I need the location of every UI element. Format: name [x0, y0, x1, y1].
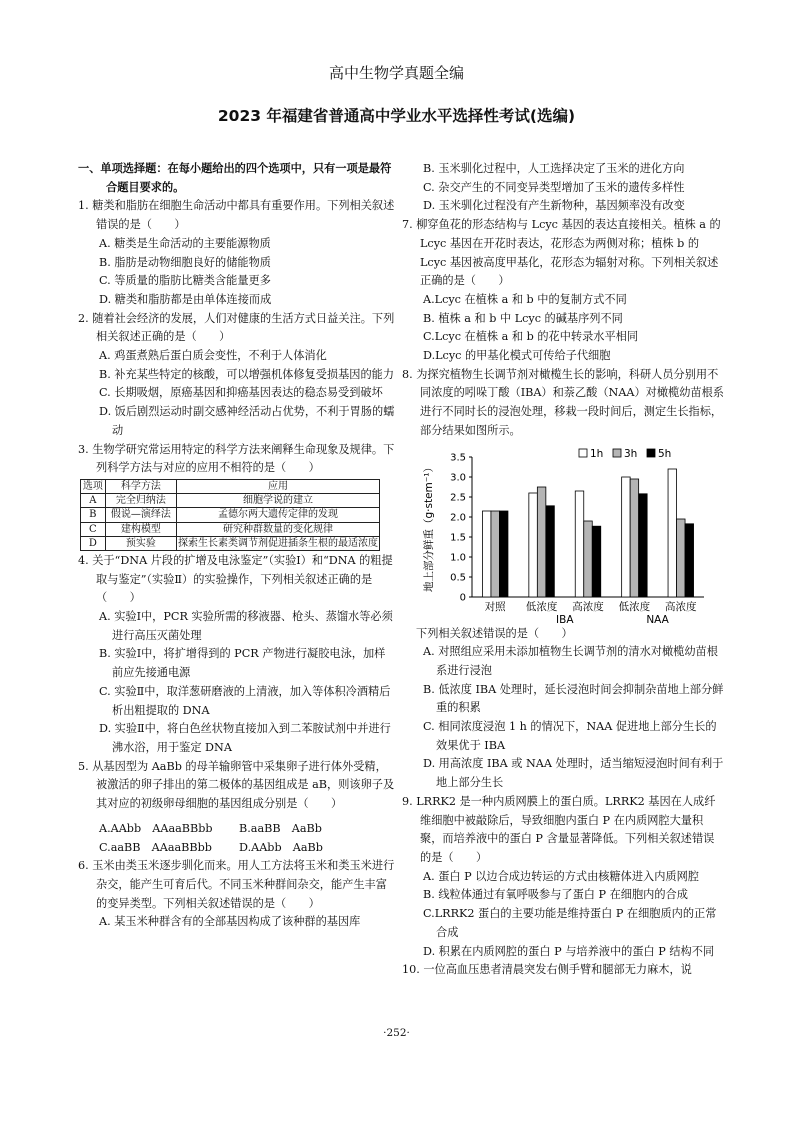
y-tick-label: 3.0 — [450, 472, 466, 484]
y-tick-label: 0.5 — [450, 572, 466, 584]
x-tick-label: 高浓度 — [665, 600, 697, 613]
bar-5h — [592, 526, 601, 597]
option-a: A.Lcyc 在植株 a 和 b 中的复制方式不同 — [423, 292, 627, 306]
question-1 — [78, 197, 396, 309]
option-b: B. 补充某些特定的核酸，可以增强机体修复受损基因的能力 — [99, 367, 395, 381]
table-cell: C — [81, 522, 106, 536]
table-header-row — [81, 479, 380, 493]
bar-3h — [630, 479, 639, 597]
option-d: D. 用高浓度 IBA 或 NAA 处理时，适当缩短浸泡时间有利于地上部分生长 — [423, 757, 724, 790]
left-column — [78, 160, 396, 932]
bar-5h — [499, 511, 508, 597]
table-header: 科学方法 — [105, 479, 176, 493]
question-prompt: 下列相关叙述错误的是（ ） — [416, 626, 573, 640]
option-b: B. 脂肪是动物细胞良好的储能物质 — [99, 255, 271, 269]
option-c: C. 杂交产生的不同变异类型增加了玉米的遗传多样性 — [423, 180, 685, 194]
option-a: A. 某玉米种群含有的全部基因构成了该种群的基因库 — [99, 915, 361, 929]
x-tick-label: 高浓度 — [572, 600, 604, 613]
option-d: D.Lcyc 的甲基化模式可传给子代细胞 — [423, 349, 611, 363]
question-7 — [402, 216, 724, 366]
options-row — [78, 820, 396, 839]
y-tick-label: 2.0 — [450, 512, 466, 524]
legend-swatch — [613, 449, 621, 457]
y-tick-label: 1.5 — [450, 532, 466, 544]
bar-3h — [677, 519, 686, 597]
question-2 — [78, 310, 396, 441]
question-stem: 5. 从基因型为 AaBb 的母羊输卵管中采集卵子进行体外受精，被激活的卵子排出的第二极体的基因组成是 aB，则该卵子及其对应的初级卵母细胞的基因组成分别是（ ） — [78, 759, 395, 811]
page-number: ·252· — [383, 1027, 410, 1039]
question-stem: 7. 柳穿鱼花的形态结构与 Lcyc 基因的表达直接相关。植株 a 的 Lcyc 基因在开花时表达，花形态为两侧对称；植株 b 的 Lcyc 基因被高度甲基化，花形态为辐射对称。下列相关叙述正确的是（ ） — [402, 218, 721, 288]
y-tick-label: 2.5 — [450, 492, 466, 504]
option-c: C.aaBB AAaaBBbb — [99, 840, 212, 854]
table-header: 选项 — [81, 479, 106, 493]
question-8 — [402, 366, 724, 793]
legend-label: 5h — [658, 447, 672, 460]
group-label: IBA — [556, 613, 574, 625]
bar-3h — [537, 487, 546, 597]
option-d: D. 玉米驯化过程没有产生新物种，基因频率没有改变 — [423, 199, 685, 213]
bar-3h — [491, 511, 500, 597]
option-a: A. 糖类是生命活动的主要能源物质 — [99, 236, 271, 250]
table-cell: 孟德尔两大遗传定律的发现 — [177, 508, 380, 522]
option-d: D. 饭后剧烈运动时副交感神经活动占优势，不利于胃肠的蠕动 — [99, 405, 395, 437]
table-header: 应用 — [177, 479, 380, 493]
question-stem: 6. 玉米由类玉米逐步驯化而来。用人工方法将玉米和类玉米进行杂交，能产生可育后代。不同玉米种群间杂交，能产生丰富的变异类型。下列相关叙述错误的是（ ） — [78, 859, 395, 910]
methods-table — [80, 479, 380, 551]
y-tick-label: 0 — [459, 592, 466, 604]
option-c: C.LRRK2 蛋白的主要功能是维持蛋白 P 在细胞质内的正常合成 — [423, 907, 717, 939]
table-row — [81, 508, 380, 522]
option-a: A. 对照组应采用未添加植物生长调节剂的清水对橄榄幼苗根系进行浸泡 — [423, 645, 718, 677]
option-d: D. 实验Ⅱ中，将白色丝状物直接加入到二苯胺试剂中并进行沸水浴，用于鉴定 DNA — [99, 722, 391, 754]
option-a: A. 鸡蛋煮熟后蛋白质会变性，不利于人体消化 — [99, 349, 327, 363]
legend-label: 1h — [590, 447, 604, 460]
table-cell: D — [81, 536, 106, 550]
question-stem: 4. 关于“DNA 片段的扩增及电泳鉴定”（实验Ⅰ）和“DNA 的粗提取与鉴定”（实验Ⅱ）的实验操作，下列相关叙述正确的是（ ） — [78, 553, 393, 605]
table-cell: 完全归纳法 — [105, 494, 176, 508]
y-axis-label: 地上部分鲜重（g·stem⁻¹） — [423, 461, 435, 592]
section-heading: 一、单项选择题：在每小题给出的四个选项中，只有一项是最符合题目要求的。 — [78, 162, 392, 194]
table-cell: 建构模型 — [105, 522, 176, 536]
option-b: B. 实验Ⅰ中，将扩增得到的 PCR 产物进行凝胶电泳，加样前应先接通电源 — [99, 647, 386, 680]
table-cell: B — [81, 508, 106, 522]
bar-1h — [575, 491, 584, 597]
question-4 — [78, 552, 396, 758]
option-a: A. 蛋白 P 以边合成边转运的方式由核糖体进入内质网腔 — [423, 869, 699, 883]
table-cell: 研究种群数量的变化规律 — [177, 522, 380, 536]
chart-container — [402, 441, 724, 625]
exam-title: 2023 年福建省普通高中学业水平选择性考试(选编) — [217, 107, 576, 125]
bar-1h — [482, 511, 491, 597]
option-b: B.aaBB AaBb — [239, 821, 322, 835]
y-tick-label: 3.5 — [450, 452, 466, 464]
question-stem: 3. 生物学研究常运用特定的科学方法来阐释生命现象及规律。下列科学方法与对应的应用不相符的是（ ） — [78, 442, 395, 475]
question-stem: 2. 随着社会经济的发展，人们对健康的生活方式日益关注。下列相关叙述正确的是（ ） — [78, 311, 395, 344]
bar-5h — [685, 523, 694, 596]
option-b: B. 植株 a 和 b 中 Lcyc 的碱基序列不同 — [423, 311, 623, 325]
question-5 — [78, 758, 396, 858]
option-b: B. 线粒体通过有氧呼吸参与了蛋白 P 在细胞内的合成 — [423, 888, 688, 902]
bar-1h — [668, 469, 677, 597]
option-c: C.Lcyc 在植株 a 和 b 的花中转录水平相同 — [423, 330, 639, 344]
question-stem: 8. 为探究植物生长调节剂对橄榄生长的影响，科研人员分别用不同浓度的吲哚丁酸（IBA）和萘乙酸（NAA）对橄榄幼苗根系进行不同时长的浸泡处理，移栽一段时间后，测定生长指标，部分结果如图所示。 — [402, 367, 724, 437]
option-a: A. 实验Ⅰ中，PCR 实验所需的移液器、枪头、蒸馏水等必须进行高压灭菌处理 — [99, 610, 393, 642]
bar-3h — [584, 521, 593, 597]
legend-swatch — [647, 449, 655, 457]
bar-1h — [529, 493, 538, 597]
book-title: 高中生物学真题全编 — [328, 64, 464, 82]
table-cell: 细胞学说的建立 — [177, 494, 380, 508]
question-stem: 1. 糖类和脂肪在细胞生命活动中都具有重要作用。下列相关叙述错误的是（ ） — [78, 199, 395, 232]
bar-5h — [639, 493, 648, 596]
right-column — [402, 160, 724, 980]
question-stem: 9. LRRK2 是一种内质网膜上的蛋白质。LRRK2 基因在人成纤维细胞中被敲除后，导致细胞内蛋白 P 在内质网腔大量积聚，而培养液中的蛋白 P 含量显著降低。下列相关叙述错误的是（ ） — [402, 794, 716, 864]
option-d: D.AAbb AaBb — [239, 840, 323, 854]
option-b: B. 低浓度 IBA 处理时，延长浸泡时间会抑制杂苗地上部分鲜重的积累 — [423, 682, 724, 715]
option-c: C. 长期吸烟，原癌基因和抑癌基因表达的稳态易受到破坏 — [99, 386, 383, 400]
table-row — [81, 494, 380, 508]
options-row — [78, 839, 396, 858]
legend-swatch — [579, 449, 587, 457]
option-d: D. 积累在内质网腔的蛋白 P 与培养液中的蛋白 P 结构不同 — [423, 944, 715, 958]
group-label: NAA — [646, 613, 669, 625]
table-cell: 预实验 — [105, 536, 176, 550]
question-6 — [78, 857, 396, 932]
x-tick-label: 对照 — [484, 600, 506, 613]
table-row — [81, 522, 380, 536]
bar-5h — [546, 505, 555, 596]
question-9 — [402, 793, 724, 961]
option-b: B. 玉米驯化过程中，人工选择决定了玉米的进化方向 — [423, 162, 685, 175]
table-cell: 探索生长素类调节剂促进插条生根的最适浓度 — [178, 537, 378, 549]
option-c: C. 等质量的脂肪比糖类含能量更多 — [99, 274, 271, 288]
option-c: C. 相同浓度浸泡 1 h 的情况下，NAA 促进地上部分生长的效果优于 IBA — [423, 720, 717, 752]
option-d: D. 糖类和脂肪都是由单体连接而成 — [99, 292, 272, 306]
bar-chart — [414, 445, 714, 625]
table-cell: A — [81, 494, 106, 508]
table-row — [81, 536, 380, 550]
legend-label: 3h — [624, 447, 638, 460]
question-3 — [78, 441, 396, 551]
x-tick-label: 低浓度 — [525, 600, 558, 613]
x-tick-label: 低浓度 — [618, 600, 651, 613]
bar-1h — [622, 477, 631, 597]
question-10-stem: 10. 一位高血压患者清晨突发右侧手臂和腿部无力麻木，说 — [402, 963, 692, 977]
option-a: A.AAbb AAaaBBbb — [99, 821, 213, 835]
option-c: C. 实验Ⅱ中，取洋葱研磨液的上清液，加入等体积冷酒精后析出粗提取的 DNA — [99, 684, 391, 717]
y-tick-label: 1.0 — [450, 552, 466, 564]
table-cell: 假说—演绎法 — [105, 508, 176, 522]
